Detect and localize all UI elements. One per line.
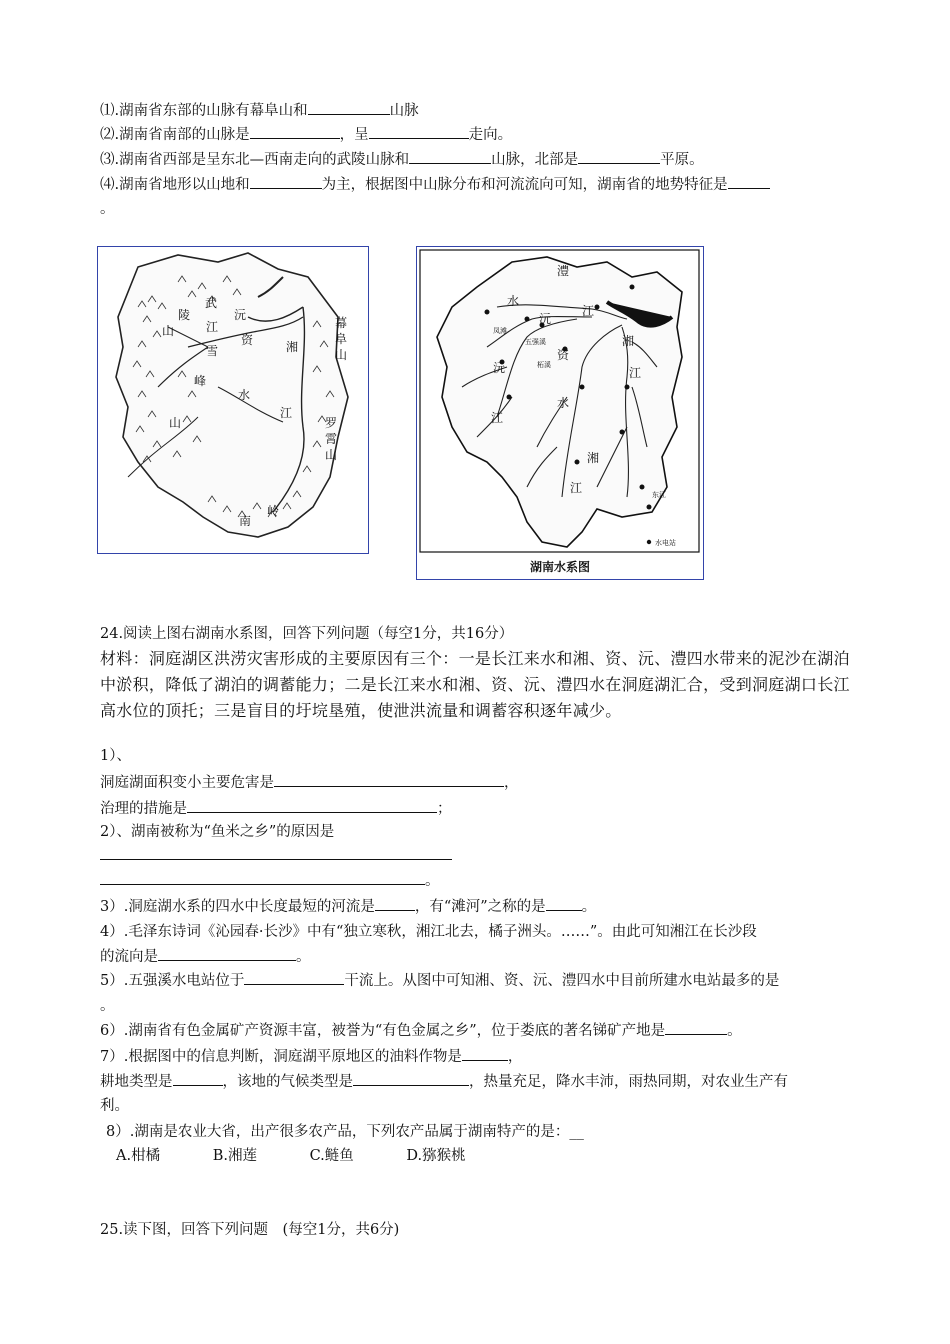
q24-sub1-label: 1）、 bbox=[100, 748, 131, 764]
answer-blank[interactable] bbox=[173, 1071, 223, 1086]
map-label: 水 bbox=[557, 396, 570, 410]
q24-sub5: 5）.五强溪水电站位于 干流上。从图中可知湘、资、沅、澧四水中目前所建水电站最多的是 bbox=[100, 970, 779, 991]
hunan-terrain-map bbox=[97, 246, 369, 554]
answer-blank[interactable] bbox=[353, 1071, 469, 1086]
map-legend-label: 水电站 bbox=[655, 539, 676, 547]
answer-blank[interactable] bbox=[158, 946, 296, 961]
terrain-map-labels bbox=[98, 247, 368, 553]
option-d[interactable]: D.猕猴桃 bbox=[406, 1148, 466, 1164]
answer-blank[interactable] bbox=[250, 124, 340, 139]
map-label: 武 bbox=[205, 296, 218, 310]
option-b[interactable]: B.湘莲 bbox=[212, 1148, 257, 1164]
q24-sub8-options bbox=[116, 1146, 514, 1166]
q24-sub7b: 耕地类型是 ，该地的气候类型是 ，热量充足，降水丰沛，雨热同期，对农业生产有 bbox=[100, 1071, 788, 1092]
q24-sub8: 8）.湖南是农业大省，出产很多农产品，下列农产品属于湖南特产的是：__ bbox=[106, 1124, 584, 1140]
map-label: 江 bbox=[570, 481, 583, 495]
q24-material: 材料：洞庭湖区洪涝灾害形成的主要原因有三个：一是长江来水和湘、资、沅、澧四水带来的泥沙在湖泊中淤积，降低了湖泊的调蓄能力；二是长江来水和湘、资、沅、澧四水在洞庭湖汇合，受到洞庭湖口长江高水位的顶托；三是盲目的圩垸垦殖，使泄洪流量和调蓄容积逐年减少。 bbox=[100, 649, 850, 720]
q23-item-4: ⑷.湖南省地形以山地和 为主，根据图中山脉分布和河流流向可知，湖南省的地势特征是 bbox=[100, 174, 770, 195]
map-label: 罗 bbox=[325, 416, 338, 430]
q23-item-3: ⑶.湖南省西部是呈东北—西南走向的武陵山脉和 山脉，北部是 平原。 bbox=[100, 149, 704, 170]
answer-blank[interactable] bbox=[274, 772, 504, 787]
answer-blank[interactable] bbox=[409, 149, 491, 164]
map-label-small: 五强溪 bbox=[525, 338, 546, 346]
map-label: 湘 bbox=[286, 340, 299, 354]
map-label: 江 bbox=[582, 304, 595, 318]
answer-blank[interactable] bbox=[308, 100, 390, 115]
map-label-small: 凤滩 bbox=[493, 327, 507, 335]
q24-sub7c: 利。 bbox=[100, 1098, 129, 1114]
answer-blank[interactable] bbox=[578, 149, 660, 164]
map-label: 陵 bbox=[178, 308, 191, 322]
answer-blank[interactable] bbox=[728, 174, 770, 189]
map-label: 资 bbox=[557, 348, 570, 362]
water-system-map-labels bbox=[417, 247, 703, 579]
q24-sub2: 2）、湖南被称为“鱼米之乡”的原因是 bbox=[100, 824, 335, 840]
answer-blank[interactable] bbox=[375, 896, 415, 911]
map-label: 山 bbox=[169, 416, 182, 430]
answer-blank[interactable] bbox=[187, 798, 437, 813]
map-label-small: 柘溪 bbox=[537, 361, 551, 369]
map-label: 峰 bbox=[194, 374, 207, 388]
answer-blank[interactable] bbox=[100, 870, 425, 885]
q24-sub5-end: 。 bbox=[100, 998, 115, 1014]
answer-blank[interactable] bbox=[665, 1020, 727, 1035]
map-label: 沅 bbox=[493, 361, 506, 375]
q24-title: 24.阅读上图右湖南水系图，回答下列问题（每空1分，共16分） bbox=[100, 626, 514, 642]
q23-item-1: ⑴.湖南省东部的山脉有幕阜山和 山脉 bbox=[100, 100, 419, 121]
q24-sub1b: 治理的措施是 ； bbox=[100, 798, 452, 819]
map-label-small: 东江 bbox=[652, 491, 666, 499]
q23-item-4-end: 。 bbox=[100, 201, 115, 217]
q24-sub7a: 7）.根据图中的信息判断，洞庭湖平原地区的油料作物是 ， bbox=[100, 1046, 522, 1067]
q24-sub6: 6）.湖南省有色金属矿产资源丰富，被誉为“有色金属之乡”，位于娄底的著名锑矿产地是 。 bbox=[100, 1020, 742, 1041]
map-label: 霄 bbox=[325, 432, 338, 446]
q25-title: 25.读下图，回答下列问题 (每空1分，共6分) bbox=[100, 1222, 400, 1238]
q24-sub2-blank1 bbox=[100, 845, 452, 866]
answer-blank[interactable] bbox=[244, 970, 344, 985]
map-label: 山 bbox=[335, 348, 348, 362]
q24-sub3: 3）.洞庭湖水系的四水中长度最短的河流是 ，有“滩河”之称的是 。 bbox=[100, 896, 596, 917]
map-label: 沅 bbox=[234, 308, 247, 322]
map-label: 沅 bbox=[539, 312, 552, 326]
hunan-water-system-map bbox=[416, 246, 704, 580]
answer-blank[interactable] bbox=[100, 845, 452, 860]
q24-sub4a: 4）.毛泽东诗词《沁园春·长沙》中有“独立寒秋，湘江北去，橘子洲头。……”。由此可知湘江在长沙段 bbox=[100, 924, 757, 940]
map-caption: 湖南水系图 bbox=[529, 560, 590, 574]
map-label: 江 bbox=[206, 320, 219, 334]
map-label: 湘 bbox=[622, 334, 635, 348]
map-label: 水 bbox=[238, 388, 251, 402]
answer-blank[interactable] bbox=[546, 896, 582, 911]
q24-sub4b: 的流向是 。 bbox=[100, 946, 311, 967]
answer-blank[interactable] bbox=[369, 124, 469, 139]
map-label: 江 bbox=[491, 411, 504, 425]
map-label: 幕 bbox=[335, 316, 348, 330]
map-label: 岭 bbox=[267, 504, 280, 518]
q23-item-2: ⑵.湖南省南部的山脉是 ，呈 走向。 bbox=[100, 124, 512, 145]
q24-sub1a: 洞庭湖面积变小主要危害是 ， bbox=[100, 772, 519, 793]
answer-blank[interactable] bbox=[462, 1046, 508, 1061]
map-label: 资 bbox=[241, 333, 254, 347]
option-c[interactable]: C.鲢鱼 bbox=[309, 1148, 354, 1164]
map-label: 澧 bbox=[557, 264, 570, 278]
option-a[interactable]: A.柑橘 bbox=[116, 1148, 161, 1164]
map-label: 山 bbox=[162, 324, 175, 338]
map-label: 江 bbox=[280, 406, 293, 420]
map-label: 阜 bbox=[335, 332, 348, 346]
map-label: 水 bbox=[507, 294, 520, 308]
q24-sub2-blank2: 。 bbox=[100, 870, 440, 891]
map-label: 湘 bbox=[587, 451, 600, 465]
map-label: 南 bbox=[239, 514, 252, 528]
map-label: 江 bbox=[629, 366, 642, 380]
map-label: 山 bbox=[325, 448, 338, 462]
answer-blank[interactable] bbox=[250, 174, 322, 189]
map-label: 雪 bbox=[206, 344, 219, 358]
